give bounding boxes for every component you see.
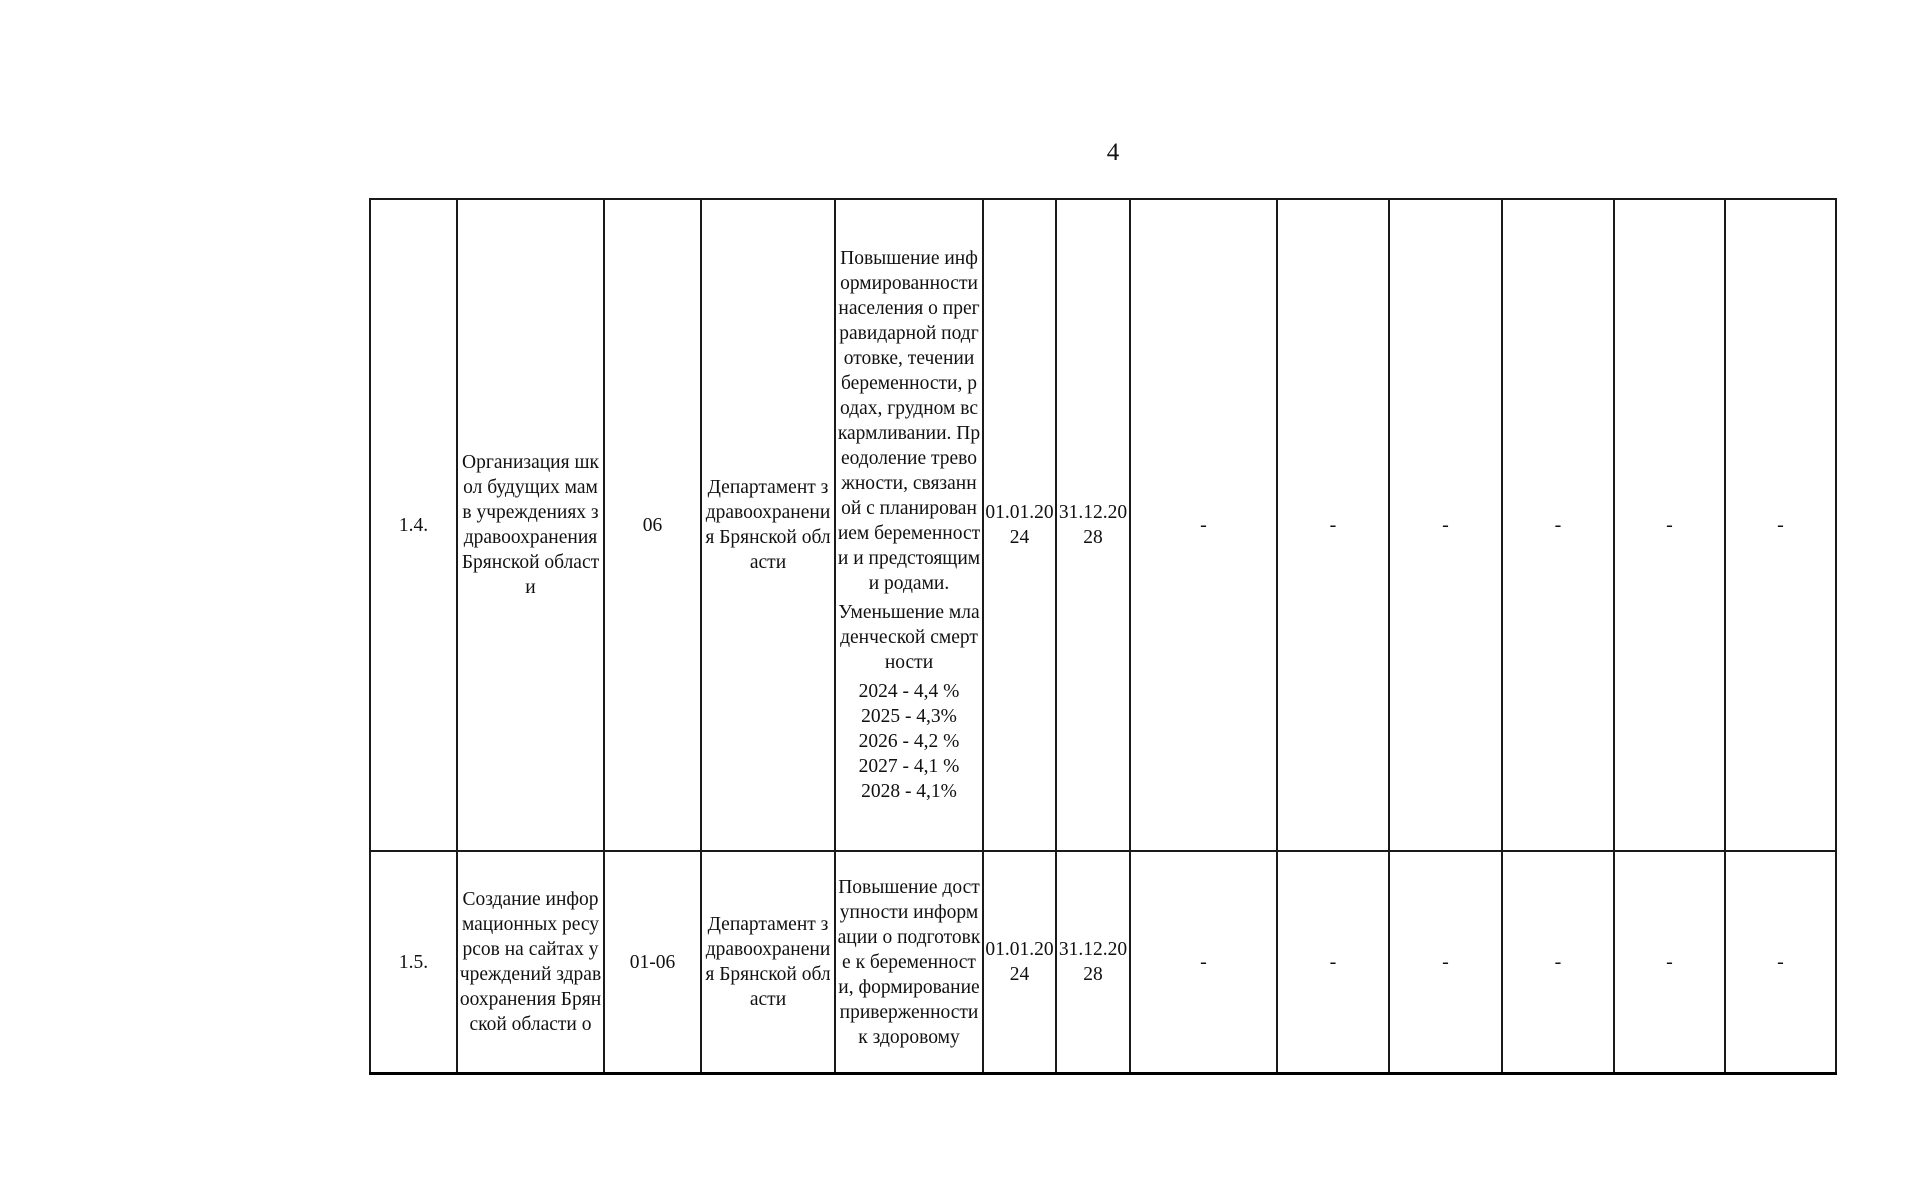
result-year-value: 2026 - 4,2 %	[858, 731, 960, 752]
value-cell: -	[1502, 199, 1614, 851]
expected-result-cell	[835, 199, 983, 851]
value-cell: -	[1614, 199, 1725, 851]
table-row	[370, 851, 1836, 1074]
result-text: Повышение доступности информации о подготовке к беременности, формирование приверженности к здоровому	[837, 876, 981, 1048]
result-year-value: 2025 - 4,3%	[861, 706, 957, 727]
start-date-cell: 01.01.2024	[983, 851, 1056, 1074]
table-row	[370, 199, 1836, 851]
result-text: Уменьшение младенческой смертности	[838, 602, 980, 673]
code-cell: 01-06	[604, 851, 701, 1074]
value-cell: -	[1502, 851, 1614, 1074]
value-cell: -	[1277, 851, 1389, 1074]
start-date-cell: 01.01.2024	[983, 199, 1056, 851]
value-cell: -	[1389, 199, 1502, 851]
value-cell: -	[1130, 851, 1277, 1074]
value-cell: -	[1130, 199, 1277, 851]
measure-name-cell: Организация школ будущих мам в учреждениях здравоохранения Брянской области	[457, 199, 604, 851]
value-cell: -	[1725, 851, 1836, 1074]
value-cell: -	[1277, 199, 1389, 851]
value-cell: -	[1389, 851, 1502, 1074]
end-date-cell: 31.12.2028	[1056, 851, 1130, 1074]
result-year-value: 2027 - 4,1 %	[858, 756, 960, 777]
value-cell: -	[1725, 199, 1836, 851]
end-date-cell: 31.12.2028	[1056, 199, 1130, 851]
measure-name-cell: Создание информационных ресурсов на сайтах учреждений здравоохранения Брянской области о	[457, 851, 604, 1074]
result-year-value: 2024 - 4,4 %	[858, 681, 960, 702]
value-cell: -	[1614, 851, 1725, 1074]
result-year-value: 2028 - 4,1%	[861, 781, 957, 802]
expected-result-cell	[835, 851, 983, 1074]
result-text: Повышение информированности населения о прегравидарной подготовке, течении беременности, родах, грудном вскармливании. Преодоление тревожности, связанной с планированием беременности и предстоящими родами.	[837, 248, 981, 594]
row-number-cell: 1.4.	[370, 199, 457, 851]
code-cell: 06	[604, 199, 701, 851]
measures-table	[369, 198, 1837, 1075]
executor-cell: Департамент здравоохранения Брянской области	[701, 851, 835, 1074]
executor-cell: Департамент здравоохранения Брянской области	[701, 199, 835, 851]
row-number-cell: 1.5.	[370, 851, 457, 1074]
page-number: 4	[1106, 139, 1120, 166]
